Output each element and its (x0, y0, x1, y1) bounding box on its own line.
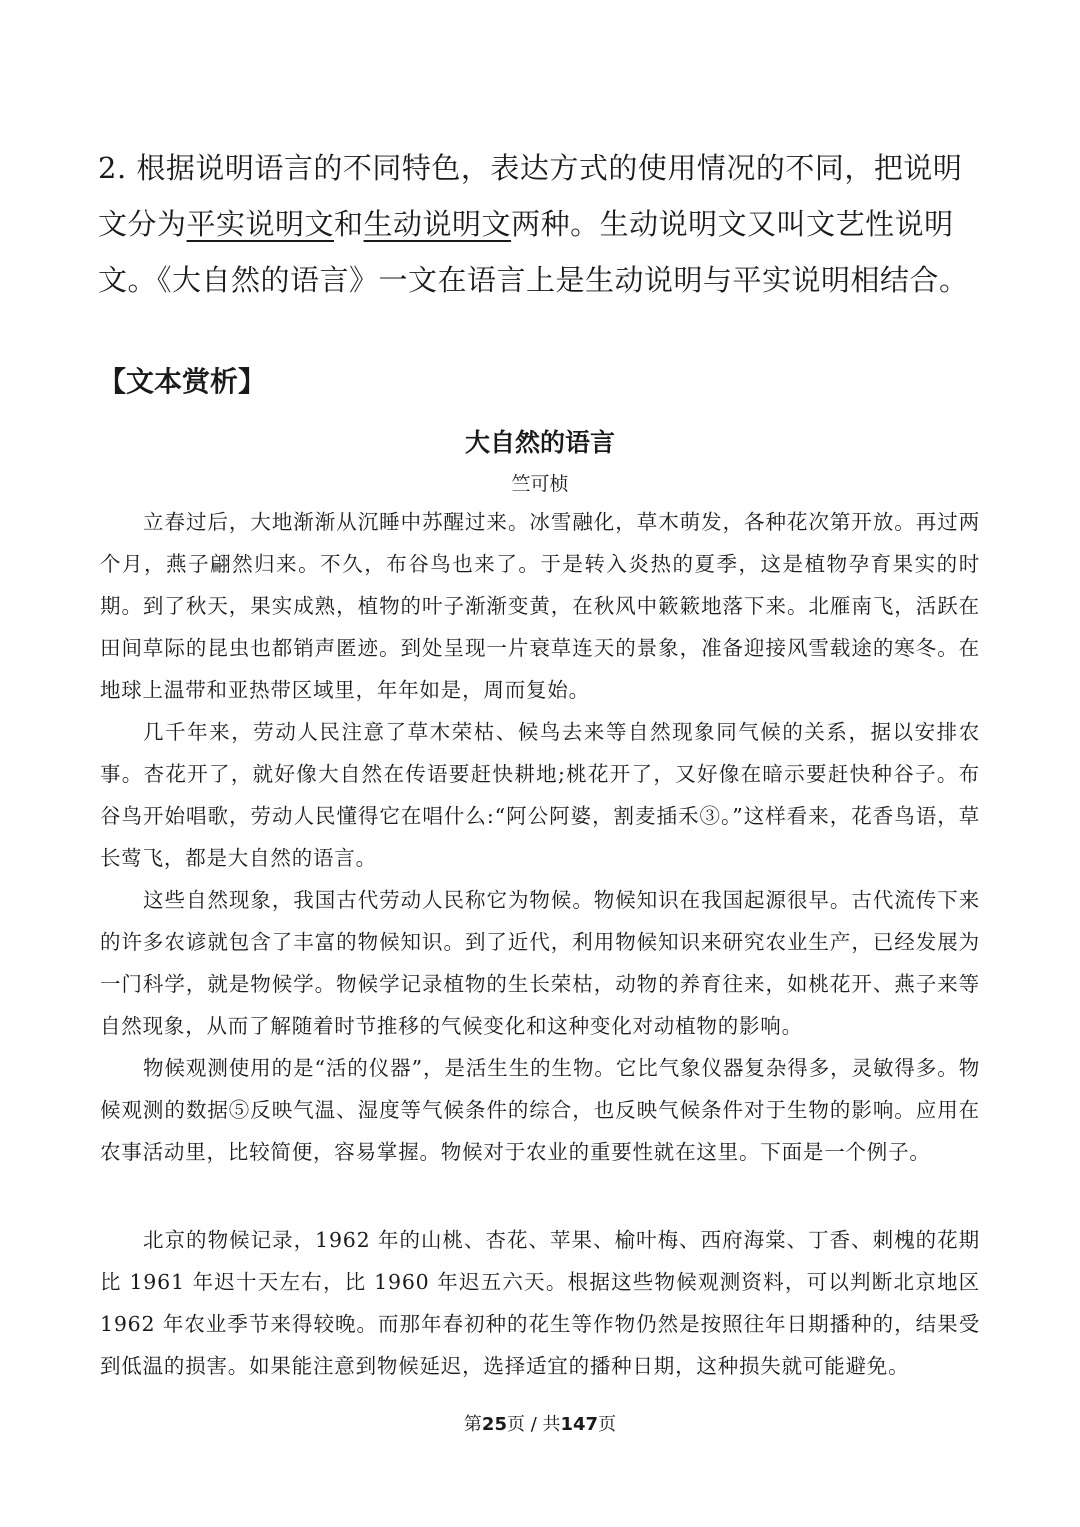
article-title: 大自然的语言 (464, 428, 615, 457)
article-author: 竺可桢 (511, 473, 569, 495)
intro-text-2: 和 (334, 207, 364, 241)
article-paragraph-4 (100, 1047, 980, 1173)
article-paragraph-3 (100, 879, 980, 1047)
underlined-term-plain: 平实说明文 (186, 207, 335, 241)
intro-text-1: 2. 根据说明语言的不同特色，表达方式的使用情况的不同，把说明文分为 (98, 151, 963, 241)
section-heading: 【文本赏析】 (98, 365, 267, 398)
intro-paragraph (98, 140, 978, 308)
page-footer (0, 1412, 1080, 1438)
footer-suffix: 页 (598, 1414, 617, 1435)
underlined-term-vivid: 生动说明文 (363, 207, 512, 241)
paragraph-text: 这些自然现象，我国古代劳动人民称它为物候。物候知识在我国起源很早。古代流传下来的许多农谚就包含了丰富的物候知识。到了近代，利用物候知识来研究农业生产，已经发展为一门科学，就是物候学。物候学记录植物的生长荣枯，动物的养育往来，如桃花开、燕子来等自然现象，从而了解随着时节推移的气候变化和这种变化对动植物的影响。 (100, 888, 980, 1038)
paragraph-text: 北京的物候记录，1962 年的山桃、杏花、苹果、榆叶梅、西府海棠、丁香、刺槐的花期比 1961 年迟十天左右，比 1960 年迟五六天。根据这些物候观测资料，可以判断北京地区 1962 年农业季节来得较晚。而那年春初种的花生等作物仍然是按照往年日期播种的，结果受到低温的损害。如果能注意到物候延迟，选择适宜的播种日期，这种损失就可能避免。 (100, 1228, 980, 1378)
article-paragraph-5 (100, 1219, 980, 1387)
paragraph-text: 物候观测使用的是“活的仪器”，是活生生的生物。它比气象仪器复杂得多，灵敏得多。物候观测的数据⑤反映气温、湿度等气候条件的综合，也反映气候条件对于生物的影响。应用在农事活动里，比较简便，容易掌握。物候对于农业的重要性就在这里。下面是一个例子。 (100, 1056, 980, 1164)
paragraph-text: 几千年来，劳动人民注意了草木荣枯、候鸟去来等自然现象同气候的关系，据以安排农事。杏花开了，就好像大自然在传语要赶快耕地;桃花开了，又好像在暗示要赶快种谷子。布谷鸟开始唱歌，劳动人民懂得它在唱什么:“阿公阿婆，割麦插禾③。”这样看来，花香鸟语，草长莺飞，都是大自然的语言。 (100, 720, 980, 870)
current-page-number: 25 (481, 1414, 507, 1435)
paragraph-text: 立春过后，大地渐渐从沉睡中苏醒过来。冰雪融化，草木萌发，各种花次第开放。再过两个月，燕子翩然归来。不久，布谷鸟也来了。于是转入炎热的夏季，这是植物孕育果实的时期。到了秋天，果实成熟，植物的叶子渐渐变黄，在秋风中簌簌地落下来。北雁南飞，活跃在田间草际的昆虫也都销声匿迹。到处呈现一片衰草连天的景象，准备迎接风雪载途的寒冬。在地球上温带和亚热带区域里，年年如是，周而复始。 (100, 510, 980, 702)
footer-middle: 页 / 共 (506, 1414, 561, 1435)
total-page-count: 147 (560, 1414, 599, 1435)
article-paragraph-2 (100, 711, 980, 879)
intro-text-3: 两种。生动说明文又叫文艺性说明文。《大自然的语言》一文在语言上是生动说明与平实说明相结合。 (98, 207, 969, 297)
footer-prefix: 第 (463, 1414, 482, 1435)
article-paragraph-1 (100, 501, 980, 711)
